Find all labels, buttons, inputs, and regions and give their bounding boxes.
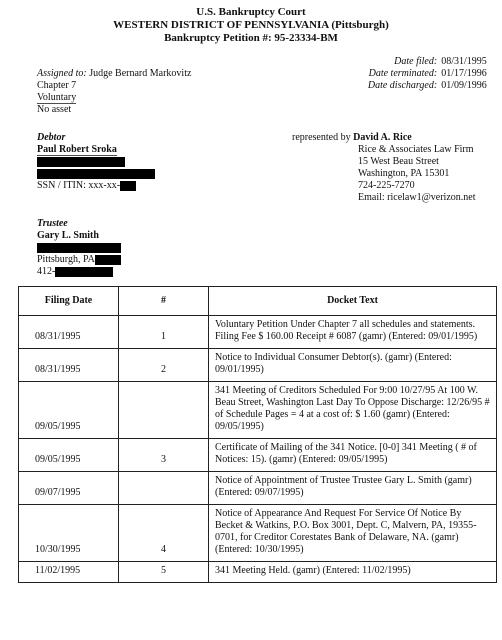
docket-number: [119, 472, 209, 505]
court-header: [0, 6, 502, 45]
petition-type: Voluntary: [37, 92, 77, 103]
date-filed-label: Date filed:: [394, 56, 438, 67]
filing-date: 09/07/1995: [19, 472, 119, 505]
court-name: U.S. Bankruptcy Court: [196, 6, 306, 18]
docket-text: 341 Meeting of Creditors Scheduled For 9:00 10/27/95 At 100 W. Beau Street, Washington Last Day To Oppose Discharge: 12/26/95 # of Schedule Pages = 4 at a cost of: $ 1.60 (gamr) (Entered: 09/05/1995): [209, 382, 497, 439]
case-info: [37, 68, 191, 116]
filing-date: 10/30/1995: [19, 505, 119, 562]
docket-number: 5: [119, 562, 209, 583]
assigned-label: Assigned to:: [37, 68, 87, 79]
redaction-block: [37, 243, 121, 253]
date-discharged-row: [300, 80, 500, 92]
trustee-city: Pittsburgh, PA: [37, 254, 95, 265]
filing-date: 08/31/1995: [19, 349, 119, 382]
date-discharged-label: Date discharged:: [367, 80, 438, 91]
case-dates: [300, 56, 500, 92]
table-row: [19, 349, 497, 382]
docket-text: Certificate of Mailing of the 341 Notice. [0-0] 341 Meeting ( # of Notices: 15). (gamr) (Entered: 09/05/1995): [209, 439, 497, 472]
docket-text-header: Docket Text: [209, 287, 497, 316]
date-terminated-value: 01/17/1996: [441, 68, 487, 79]
docket-number: 3: [119, 439, 209, 472]
docket-number: 1: [119, 316, 209, 349]
date-terminated-label: Date terminated:: [368, 68, 438, 79]
docket-text: Notice of Appointment of Trustee Trustee Gary L. Smith (gamr) (Entered: 09/07/1995): [209, 472, 497, 505]
filing-date: 09/05/1995: [19, 382, 119, 439]
filing-date-header: Filing Date: [19, 287, 119, 316]
chapter: Chapter 7: [37, 80, 77, 91]
docket-text: Voluntary Petition Under Chapter 7 all schedules and statements. Filing Fee $ 160.00 Receipt # 6087 (gamr) (Entered: 09/01/1995): [209, 316, 497, 349]
debtor-heading: Debtor: [37, 132, 66, 143]
trustee-phone-prefix: 412-: [37, 266, 56, 277]
table-row: [19, 382, 497, 439]
docket-text: Notice to Individual Consumer Debtor(s). (gamr) (Entered: 09/01/1995): [209, 349, 497, 382]
firm-phone: 724-225-7270: [358, 180, 415, 191]
filing-date: 11/02/1995: [19, 562, 119, 583]
ssn-label: SSN / ITIN: xxx-xx-: [37, 180, 121, 191]
table-row: [19, 472, 497, 505]
date-terminated-row: [300, 68, 500, 80]
firm-city: Washington, PA 15301: [358, 168, 450, 179]
firm-email: Email: ricelaw1@verizon.net: [358, 192, 476, 203]
table-row: [19, 562, 497, 583]
filing-date: 08/31/1995: [19, 316, 119, 349]
docket-text: Notice of Appearance And Request For Service Of Notice By Becket & Watkins, P.O. Box 3001, Dept. C, Malvern, PA, 19355-0701, for Creditor Corestates Bank of Delaware, NA. (gamr) (Entered: 10/30/1995): [209, 505, 497, 562]
table-row: [19, 439, 497, 472]
represented-by-label: represented by: [292, 132, 351, 143]
redaction-block: [37, 157, 125, 167]
redaction-block: [37, 169, 155, 179]
firm-street: 15 West Beau Street: [358, 156, 439, 167]
trustee-heading: Trustee: [37, 218, 68, 229]
redaction-block: [95, 255, 121, 265]
docket-text: 341 Meeting Held. (gamr) (Entered: 11/02/1995): [209, 562, 497, 583]
district-name: WESTERN DISTRICT OF PENNSYLVANIA (Pittsburgh): [113, 19, 389, 31]
date-filed-row: [300, 56, 500, 68]
asset-status: No asset: [37, 104, 72, 115]
attorney-section: [292, 132, 502, 204]
number-header: #: [119, 287, 209, 316]
trustee-name: Gary L. Smith: [37, 230, 99, 241]
docket-number: 4: [119, 505, 209, 562]
filing-date: 09/05/1995: [19, 439, 119, 472]
docket-header-row: [19, 287, 497, 316]
trustee-section: [37, 218, 277, 278]
law-firm: Rice & Associates Law Firm: [358, 144, 474, 155]
assigned-row: [37, 68, 191, 80]
docket-table: [18, 286, 497, 583]
debtor-name: Paul Robert Sroka: [37, 144, 117, 155]
debtor-section: [37, 132, 277, 192]
table-row: [19, 316, 497, 349]
attorney-name: David A. Rice: [353, 132, 412, 143]
docket-number: [119, 382, 209, 439]
date-filed-value: 08/31/1995: [441, 56, 487, 67]
date-discharged-value: 01/09/1996: [441, 80, 487, 91]
assigned-judge: Judge Bernard Markovitz: [89, 68, 192, 79]
redaction-block: [120, 181, 136, 191]
table-row: [19, 505, 497, 562]
redaction-block: [55, 267, 113, 277]
petition-number: Bankruptcy Petition #: 95-23334-BM: [164, 32, 338, 44]
docket-number: 2: [119, 349, 209, 382]
